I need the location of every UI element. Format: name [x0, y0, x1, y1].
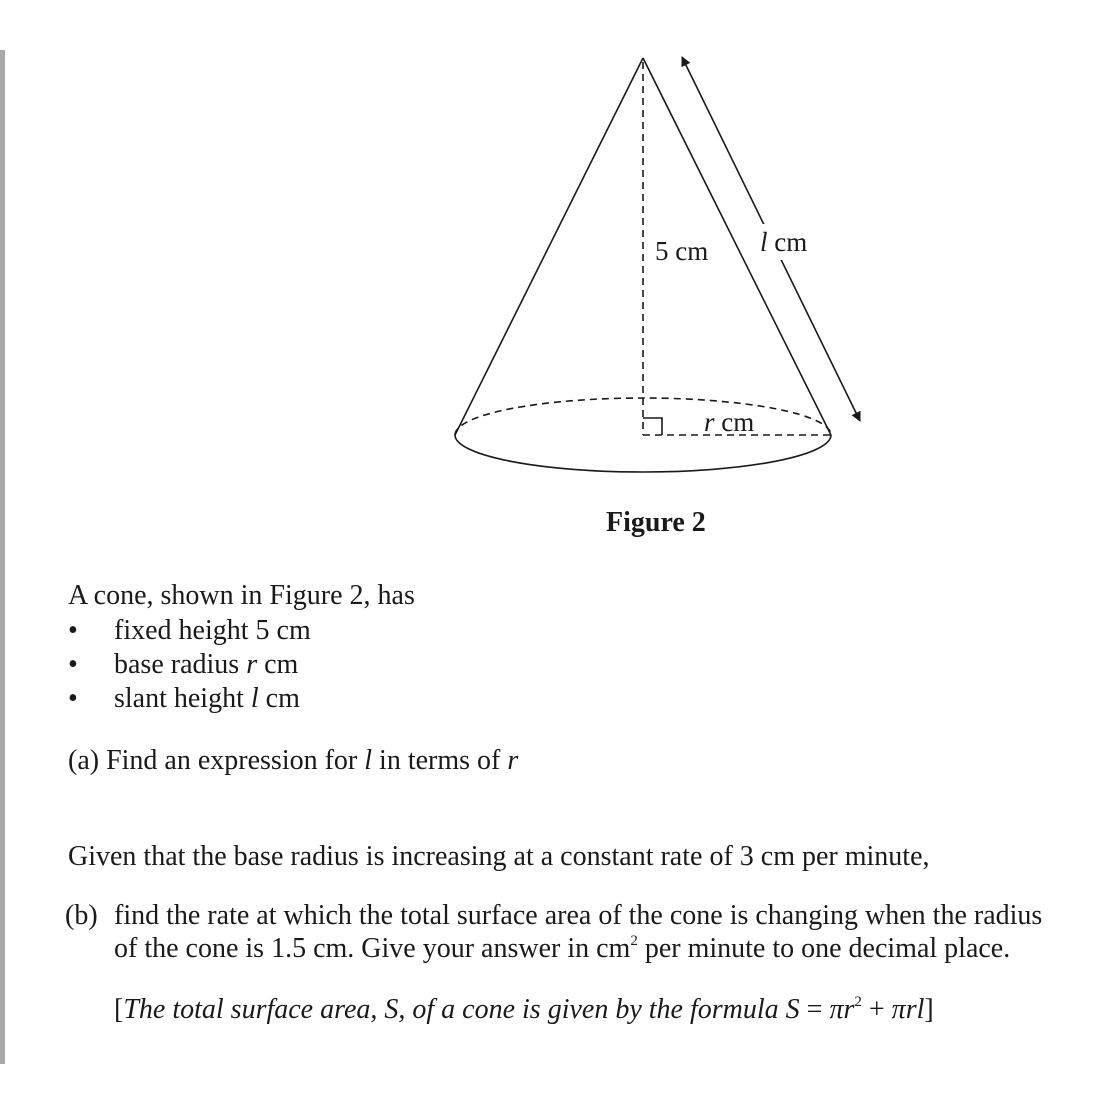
base-front-edge	[455, 435, 831, 472]
height-label: 5 cm	[655, 236, 709, 266]
bullet-text: base radius	[114, 649, 247, 680]
bullet-dot: •	[68, 683, 78, 714]
part-a-question: (a) Find an expression for l in terms of r	[68, 745, 519, 776]
bullet-dot: •	[68, 649, 78, 680]
bullet-dot: •	[68, 615, 78, 646]
radius-label: r cm	[704, 407, 755, 437]
bullet-text: fixed height 5 cm	[114, 615, 311, 646]
part-b-question-line1: find the rate at which the total surface area of the cone is changing when the radius	[114, 900, 1043, 931]
part-b-question-line2: of the cone is 1.5 cm. Give your answer in $cm^2$ per minute to one decimal place.	[114, 933, 1011, 964]
bullet-text: slant height	[114, 683, 251, 714]
right-angle-mark	[643, 418, 662, 435]
part-a-label: (a)	[68, 745, 100, 776]
figure-caption: Figure 2	[606, 507, 706, 538]
bullet-variable: r	[246, 649, 258, 680]
question-intro: A cone, shown in Figure 2, has	[68, 580, 415, 611]
given-statement: Given that the base radius is increasing at a constant rate of 3 cm per minute,	[68, 841, 930, 872]
cone-left-side	[455, 58, 643, 435]
part-b-label: (b)	[65, 900, 98, 931]
slant-label: l cm	[760, 227, 808, 257]
surface-area-formula: [The total surface area, S, of a cone is given by the formula $S = \pi r^2 + \pi rl$]	[114, 994, 934, 1025]
bullet-variable: l	[250, 683, 259, 714]
